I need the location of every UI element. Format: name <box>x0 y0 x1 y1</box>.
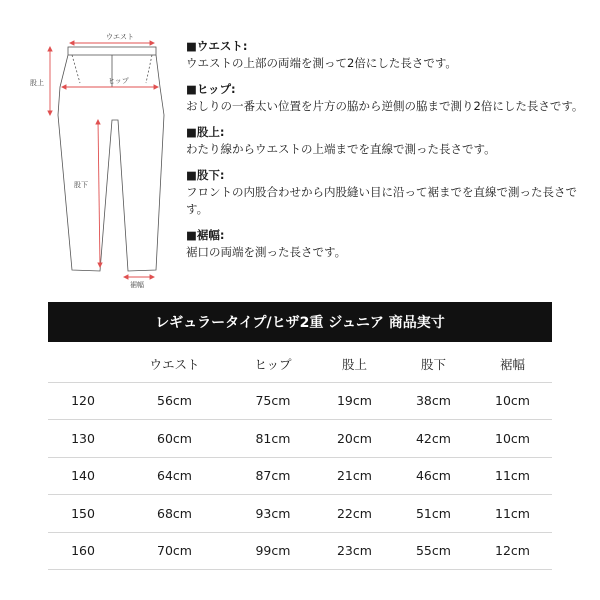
definition-head: ■裾幅: <box>186 228 225 242</box>
header-waist: ウエスト <box>118 346 231 382</box>
header-hem: 裾幅 <box>473 346 552 382</box>
cell-inseam: 46cm <box>394 457 473 495</box>
rise-label: 股上 <box>30 79 44 87</box>
cell-inseam: 51cm <box>394 495 473 533</box>
cell-hip: 75cm <box>231 382 315 420</box>
cell-size: 160 <box>48 532 118 570</box>
cell-inseam: 38cm <box>394 382 473 420</box>
definition-head: ■ヒップ: <box>186 82 236 96</box>
definition-body: ウエストの上部の両端を測って2倍にした長さです。 <box>186 56 457 70</box>
table-row <box>48 532 552 570</box>
cell-hip: 87cm <box>231 457 315 495</box>
cell-waist: 60cm <box>118 420 231 458</box>
cell-inseam: 55cm <box>394 532 473 570</box>
cell-waist: 70cm <box>118 532 231 570</box>
header-rise: 股上 <box>315 346 394 382</box>
cell-inseam: 42cm <box>394 420 473 458</box>
table-header-row <box>48 346 552 382</box>
table-row <box>48 382 552 420</box>
cell-hip: 99cm <box>231 532 315 570</box>
cell-rise: 20cm <box>315 420 394 458</box>
cell-size: 120 <box>48 382 118 420</box>
table-row <box>48 420 552 458</box>
cell-rise: 23cm <box>315 532 394 570</box>
header-size <box>48 346 118 382</box>
waist-label: ウエスト <box>106 33 134 41</box>
cell-waist: 56cm <box>118 382 231 420</box>
cell-hem: 12cm <box>473 532 552 570</box>
header-hip: ヒップ <box>231 346 315 382</box>
cell-rise: 21cm <box>315 457 394 495</box>
cell-rise: 22cm <box>315 495 394 533</box>
hem-label: 裾幅 <box>130 281 144 289</box>
definition-head: ■股上: <box>186 125 225 139</box>
definition-hem <box>186 227 586 261</box>
cell-size: 140 <box>48 457 118 495</box>
table-row <box>48 495 552 533</box>
definition-waist <box>186 38 586 72</box>
cell-hip: 81cm <box>231 420 315 458</box>
cell-rise: 19cm <box>315 382 394 420</box>
cell-size: 130 <box>48 420 118 458</box>
cell-hem: 11cm <box>473 457 552 495</box>
cell-hem: 10cm <box>473 420 552 458</box>
table-title-banner: レギュラータイプ/ヒザ2重 ジュニア 商品実寸 <box>48 302 552 342</box>
cell-size: 150 <box>48 495 118 533</box>
definition-rise <box>186 124 586 158</box>
definition-inseam <box>186 167 586 218</box>
pants-illustration <box>20 25 180 290</box>
size-table <box>48 346 552 570</box>
cell-hip: 93cm <box>231 495 315 533</box>
measurement-definitions <box>186 38 586 270</box>
header-inseam: 股下 <box>394 346 473 382</box>
cell-hem: 11cm <box>473 495 552 533</box>
definition-body: フロントの内股合わせから内股縫い目に沿って裾までを直線で測った長さです。 <box>186 185 577 216</box>
definition-body: おしりの一番太い位置を片方の脇から逆側の脇まで測り2倍にした長さです。 <box>186 99 584 113</box>
pants-measurement-diagram <box>20 25 180 290</box>
table-row <box>48 457 552 495</box>
cell-waist: 68cm <box>118 495 231 533</box>
inseam-label: 股下 <box>74 181 88 189</box>
definition-body: わたり線からウエストの上端までを直線で測った長さです。 <box>186 142 496 156</box>
definition-hip <box>186 81 586 115</box>
hip-label: ヒップ <box>108 77 129 85</box>
cell-waist: 64cm <box>118 457 231 495</box>
definition-head: ■ウエスト: <box>186 39 248 53</box>
definition-head: ■股下: <box>186 168 225 182</box>
cell-hem: 10cm <box>473 382 552 420</box>
definition-body: 裾口の両端を測った長さです。 <box>186 245 347 259</box>
measurement-lines <box>48 41 158 279</box>
